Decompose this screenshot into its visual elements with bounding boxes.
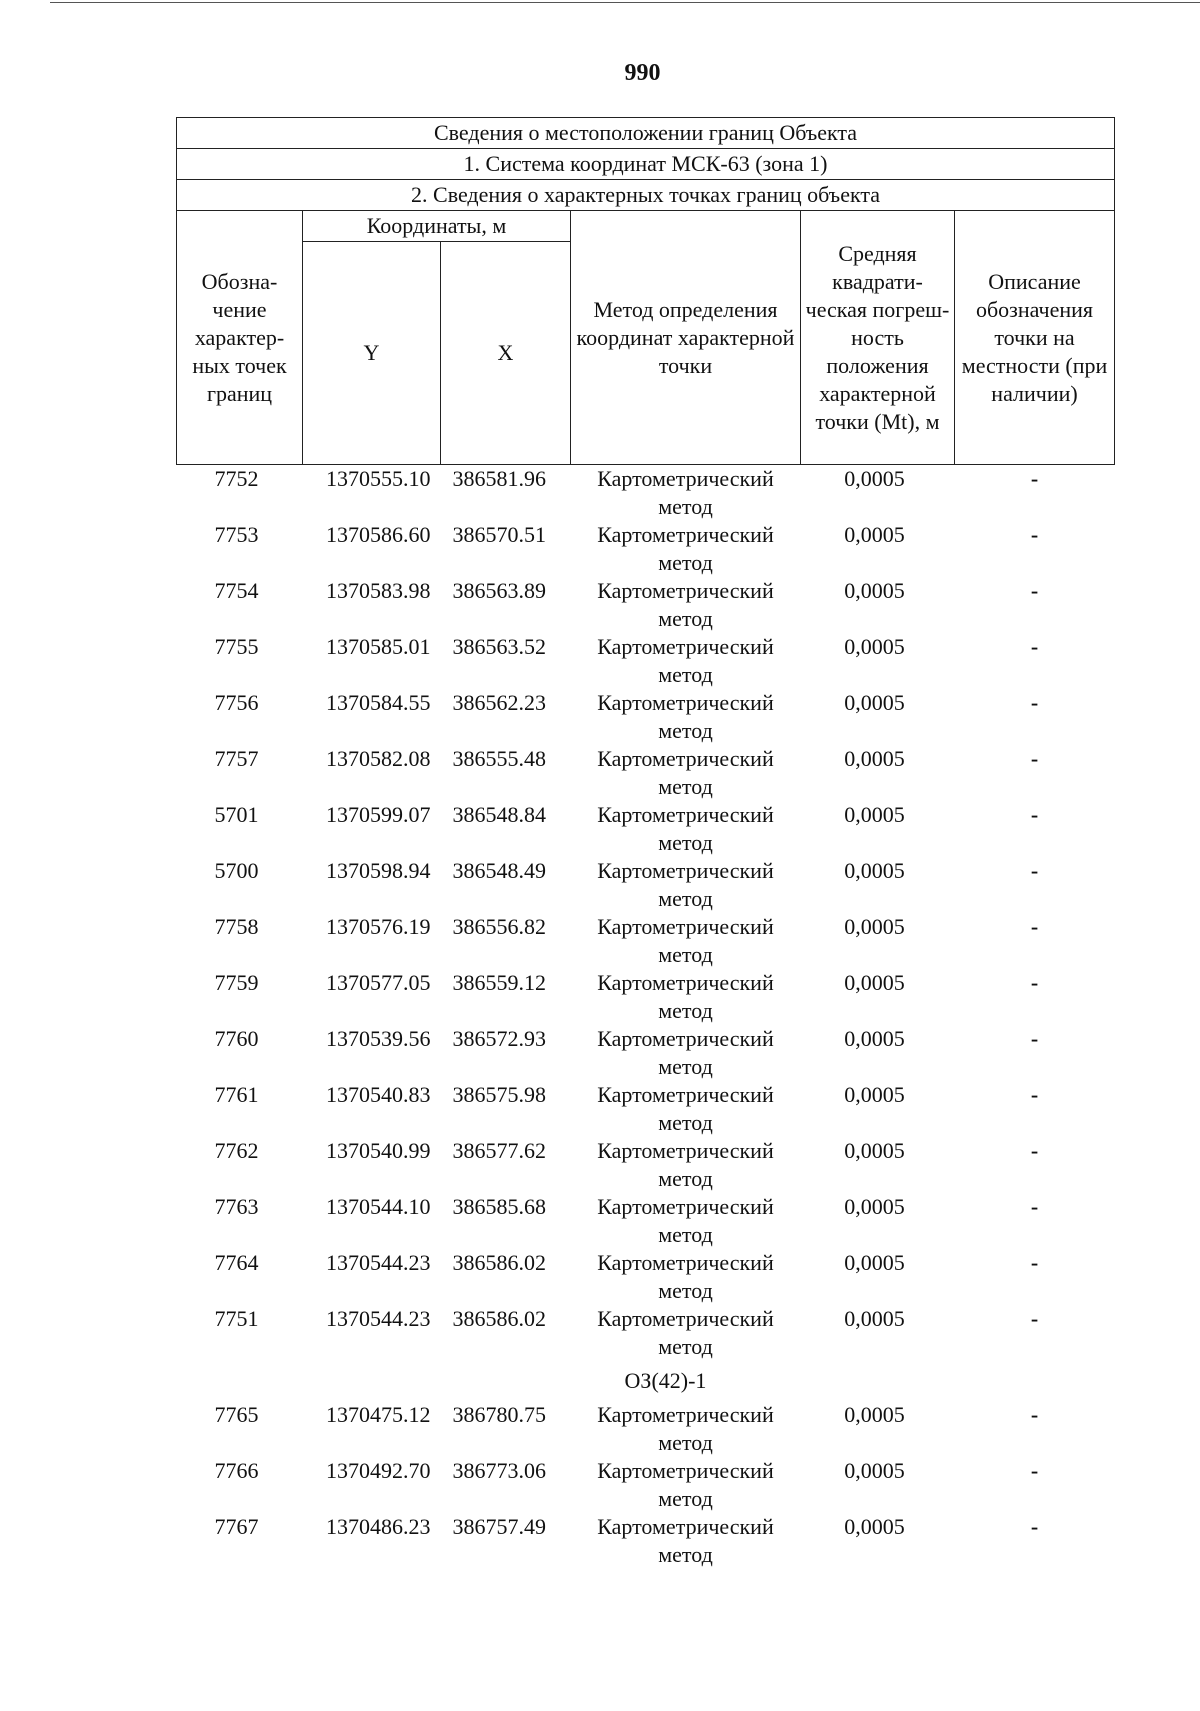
x-coordinate-cell: 386559.12 xyxy=(452,970,546,995)
table-row xyxy=(177,633,1115,689)
description-cell: - xyxy=(1030,1458,1039,1483)
table-row xyxy=(177,1081,1115,1137)
error-cell: 0,0005 xyxy=(844,1458,905,1483)
method-cell: Картометрический метод xyxy=(597,522,774,575)
x-coordinate-cell: 386773.06 xyxy=(452,1458,546,1483)
table-row xyxy=(177,1457,1115,1513)
table-row xyxy=(177,1025,1115,1081)
table-row xyxy=(177,857,1115,913)
y-coordinate-cell: 1370540.99 xyxy=(326,1138,431,1163)
col-coords-header: Координаты, м xyxy=(303,211,571,242)
error-cell: 0,0005 xyxy=(844,578,905,603)
description-cell: - xyxy=(1030,466,1039,491)
error-cell: 0,0005 xyxy=(844,1250,905,1275)
x-coordinate-cell: 386556.82 xyxy=(452,914,546,939)
description-cell: - xyxy=(1030,858,1039,883)
method-cell: Картометрический метод xyxy=(597,914,774,967)
x-coordinate-cell: 386575.98 xyxy=(452,1082,546,1107)
point-cell: 7757 xyxy=(214,746,259,771)
table-header xyxy=(177,118,1115,465)
x-coordinate-cell: 386563.89 xyxy=(452,578,546,603)
y-coordinate-cell: 1370475.12 xyxy=(326,1402,431,1427)
table-row xyxy=(177,465,1115,522)
col-desc-header: Описание обозначения точки на местности (при наличии) xyxy=(955,211,1115,465)
error-cell: 0,0005 xyxy=(844,634,905,659)
y-coordinate-cell: 1370540.83 xyxy=(326,1082,431,1107)
y-coordinate-cell: 1370544.10 xyxy=(326,1194,431,1219)
coordinate-system: 1. Система координат МСК-63 (зона 1) xyxy=(177,149,1115,180)
point-cell: 5701 xyxy=(214,802,259,827)
point-cell: 5700 xyxy=(214,858,259,883)
description-cell: - xyxy=(1030,1250,1039,1275)
description-cell: - xyxy=(1030,522,1039,547)
y-coordinate-cell: 1370555.10 xyxy=(326,466,431,491)
y-coordinate-cell: 1370582.08 xyxy=(326,746,431,771)
table-row xyxy=(177,1305,1115,1361)
method-cell: Картометрический метод xyxy=(597,802,774,855)
point-cell: 7760 xyxy=(214,1026,259,1051)
method-cell: Картометрический метод xyxy=(597,634,774,687)
x-coordinate-cell: 386585.68 xyxy=(452,1194,546,1219)
error-cell: 0,0005 xyxy=(844,970,905,995)
point-cell: 7752 xyxy=(214,466,259,491)
point-cell: 7751 xyxy=(214,1306,259,1331)
table-row xyxy=(177,745,1115,801)
description-cell: - xyxy=(1030,578,1039,603)
error-cell: 0,0005 xyxy=(844,1402,905,1427)
y-coordinate-cell: 1370544.23 xyxy=(326,1306,431,1331)
point-cell: 7759 xyxy=(214,970,259,995)
table-row xyxy=(177,1249,1115,1305)
col-y-header: Y xyxy=(303,242,441,465)
table-row xyxy=(177,969,1115,1025)
x-coordinate-cell: 386780.75 xyxy=(452,1402,546,1427)
description-cell: - xyxy=(1030,1514,1039,1539)
section-separator xyxy=(177,1361,1115,1401)
error-cell: 0,0005 xyxy=(844,1514,905,1539)
error-cell: 0,0005 xyxy=(844,466,905,491)
x-coordinate-cell: 386757.49 xyxy=(452,1514,546,1539)
y-coordinate-cell: 1370492.70 xyxy=(326,1458,431,1483)
y-coordinate-cell: 1370599.07 xyxy=(326,802,431,827)
table-body-b xyxy=(177,1401,1115,1569)
method-cell: Картометрический метод xyxy=(597,1082,774,1135)
table-row xyxy=(177,521,1115,577)
error-cell: 0,0005 xyxy=(844,1082,905,1107)
method-cell: Картометрический метод xyxy=(597,1194,774,1247)
top-rule xyxy=(50,2,1200,3)
point-cell: 7761 xyxy=(214,1082,259,1107)
x-coordinate-cell: 386586.02 xyxy=(452,1250,546,1275)
x-coordinate-cell: 386548.49 xyxy=(452,858,546,883)
method-cell: Картометрический метод xyxy=(597,1514,774,1567)
description-cell: - xyxy=(1030,1026,1039,1051)
section-label: ОЗ(42)-1 xyxy=(624,1368,707,1393)
y-coordinate-cell: 1370544.23 xyxy=(326,1250,431,1275)
x-coordinate-cell: 386562.23 xyxy=(452,690,546,715)
description-cell: - xyxy=(1030,1082,1039,1107)
point-cell: 7763 xyxy=(214,1194,259,1219)
error-cell: 0,0005 xyxy=(844,1306,905,1331)
table-subtitle: 2. Сведения о характерных точках границ объекта xyxy=(177,180,1115,211)
point-cell: 7767 xyxy=(214,1514,259,1539)
table-title: Сведения о местоположении границ Объекта xyxy=(177,118,1115,149)
description-cell: - xyxy=(1030,1138,1039,1163)
method-cell: Картометрический метод xyxy=(597,746,774,799)
point-cell: 7762 xyxy=(214,1138,259,1163)
error-cell: 0,0005 xyxy=(844,802,905,827)
y-coordinate-cell: 1370584.55 xyxy=(326,690,431,715)
method-cell: Картометрический метод xyxy=(597,1402,774,1455)
description-cell: - xyxy=(1030,1402,1039,1427)
table-row xyxy=(177,689,1115,745)
table-row xyxy=(177,1193,1115,1249)
description-cell: - xyxy=(1030,802,1039,827)
x-coordinate-cell: 386577.62 xyxy=(452,1138,546,1163)
error-cell: 0,0005 xyxy=(844,1194,905,1219)
point-cell: 7753 xyxy=(214,522,259,547)
col-x-header: X xyxy=(441,242,571,465)
method-cell: Картометрический метод xyxy=(597,1250,774,1303)
x-coordinate-cell: 386572.93 xyxy=(452,1026,546,1051)
method-cell: Картометрический метод xyxy=(597,1026,774,1079)
method-cell: Картометрический метод xyxy=(597,1306,774,1359)
description-cell: - xyxy=(1030,690,1039,715)
description-cell: - xyxy=(1030,746,1039,771)
error-cell: 0,0005 xyxy=(844,1138,905,1163)
col-point-header: Обозна-чение характер-ных точек границ xyxy=(177,211,303,465)
table-row xyxy=(177,801,1115,857)
y-coordinate-cell: 1370576.19 xyxy=(326,914,431,939)
method-cell: Картометрический метод xyxy=(597,466,774,519)
boundary-points-table xyxy=(176,117,1115,1569)
description-cell: - xyxy=(1030,1194,1039,1219)
x-coordinate-cell: 386555.48 xyxy=(452,746,546,771)
point-cell: 7754 xyxy=(214,578,259,603)
table-row xyxy=(177,913,1115,969)
x-coordinate-cell: 386581.96 xyxy=(452,466,546,491)
col-method-header: Метод определения координат характерной точки xyxy=(571,211,801,465)
y-coordinate-cell: 1370539.56 xyxy=(326,1026,431,1051)
y-coordinate-cell: 1370586.60 xyxy=(326,522,431,547)
point-cell: 7758 xyxy=(214,914,259,939)
table-row xyxy=(177,1401,1115,1457)
y-coordinate-cell: 1370583.98 xyxy=(326,578,431,603)
point-cell: 7766 xyxy=(214,1458,259,1483)
error-cell: 0,0005 xyxy=(844,522,905,547)
error-cell: 0,0005 xyxy=(844,690,905,715)
point-cell: 7764 xyxy=(214,1250,259,1275)
method-cell: Картометрический метод xyxy=(597,858,774,911)
method-cell: Картометрический метод xyxy=(597,1138,774,1191)
method-cell: Картометрический метод xyxy=(597,1458,774,1511)
error-cell: 0,0005 xyxy=(844,1026,905,1051)
x-coordinate-cell: 386548.84 xyxy=(452,802,546,827)
description-cell: - xyxy=(1030,914,1039,939)
description-cell: - xyxy=(1030,1306,1039,1331)
method-cell: Картометрический метод xyxy=(597,690,774,743)
point-cell: 7755 xyxy=(214,634,259,659)
x-coordinate-cell: 386563.52 xyxy=(452,634,546,659)
table-row xyxy=(177,1137,1115,1193)
table-body-a xyxy=(177,465,1115,1362)
page-number: 990 xyxy=(624,60,661,86)
x-coordinate-cell: 386586.02 xyxy=(452,1306,546,1331)
method-cell: Картометрический метод xyxy=(597,970,774,1023)
col-error-header: Средняя квадрати-ческая погреш-ность положения характерной точки (Mt), м xyxy=(801,211,955,465)
error-cell: 0,0005 xyxy=(844,746,905,771)
description-cell: - xyxy=(1030,634,1039,659)
x-coordinate-cell: 386570.51 xyxy=(452,522,546,547)
y-coordinate-cell: 1370598.94 xyxy=(326,858,431,883)
y-coordinate-cell: 1370577.05 xyxy=(326,970,431,995)
point-cell: 7765 xyxy=(214,1402,259,1427)
error-cell: 0,0005 xyxy=(844,858,905,883)
description-cell: - xyxy=(1030,970,1039,995)
y-coordinate-cell: 1370585.01 xyxy=(326,634,431,659)
method-cell: Картометрический метод xyxy=(597,578,774,631)
y-coordinate-cell: 1370486.23 xyxy=(326,1514,431,1539)
table-row xyxy=(177,1513,1115,1569)
table-row xyxy=(177,577,1115,633)
point-cell: 7756 xyxy=(214,690,259,715)
error-cell: 0,0005 xyxy=(844,914,905,939)
